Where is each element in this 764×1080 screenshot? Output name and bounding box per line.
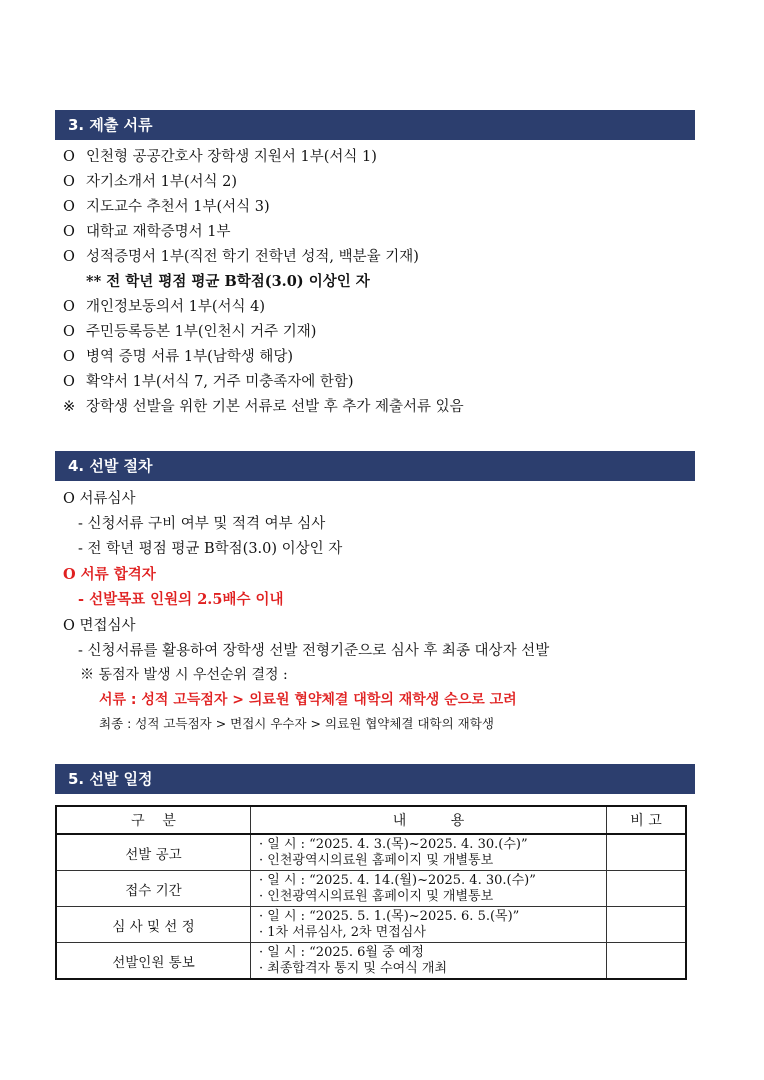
circle-bullet: O bbox=[63, 149, 75, 165]
doc-item-text: 지도교수 추천서 1부(서식 3) bbox=[86, 199, 270, 215]
row-note bbox=[607, 834, 687, 871]
section-3-header: 3. 제출 서류 bbox=[55, 110, 695, 140]
procedure-detail: - 신청서류 구비 여부 및 적격 여부 심사 bbox=[78, 516, 326, 532]
circle-bullet: O bbox=[63, 199, 75, 215]
row-date-line: · 일 시 : “2025. 5. 1.(목)~2025. 6. 5.(목)” bbox=[259, 908, 520, 924]
row-note bbox=[607, 943, 687, 980]
doc-item bbox=[63, 222, 231, 242]
doc-item bbox=[63, 397, 464, 417]
procedure-detail: - 신청서류를 활용하여 장학생 선발 전형기준으로 심사 후 최종 대상자 선발 bbox=[78, 643, 550, 659]
row-date-line: · 일 시 : “2025. 4. 3.(목)~2025. 4. 30.(수)” bbox=[259, 836, 528, 852]
row-note bbox=[607, 871, 687, 907]
header-content: 내 용 bbox=[251, 806, 607, 834]
doc-item-text: 병역 증명 서류 1부(남학생 해당) bbox=[86, 349, 294, 365]
row-content bbox=[251, 871, 607, 907]
section-5-header: 5. 선발 일정 bbox=[55, 764, 695, 794]
doc-item bbox=[63, 372, 354, 392]
tie-break-note: ※ 동점자 발생 시 우선순위 결정 : bbox=[80, 667, 288, 683]
row-detail-line: · 인천광역시의료원 홈페이지 및 개별통보 bbox=[259, 852, 494, 868]
table-row bbox=[56, 834, 686, 871]
circle-bullet: O bbox=[63, 174, 75, 190]
row-content bbox=[251, 907, 607, 943]
schedule-table bbox=[55, 805, 687, 980]
circle-bullet: O bbox=[63, 374, 75, 390]
row-category: 접수 기간 bbox=[56, 871, 251, 907]
circle-bullet: O bbox=[63, 324, 75, 340]
row-date-line: · 일 시 : “2025. 4. 14.(월)~2025. 4. 30.(수)” bbox=[259, 872, 536, 888]
circle-bullet: O bbox=[63, 224, 75, 240]
doc-item bbox=[63, 197, 270, 217]
doc-item-text: 주민등록등본 1부(인천시 거주 기재) bbox=[86, 324, 317, 340]
section-4-header: 4. 선발 절차 bbox=[55, 451, 695, 481]
circle-bullet: O bbox=[63, 249, 75, 265]
row-category: 선발 공고 bbox=[56, 834, 251, 871]
row-date-line: · 일 시 : “2025. 6월 중 예정 bbox=[259, 944, 424, 960]
row-detail-line: · 최종합격자 통지 및 수여식 개최 bbox=[259, 960, 448, 976]
header-note: 비 고 bbox=[607, 806, 687, 834]
circle-bullet: O bbox=[63, 299, 75, 315]
tie-break-final: 최종 : 성적 고득점자 > 면접시 우수자 > 의료원 협약체결 대학의 재학생 bbox=[99, 716, 494, 731]
doc-item-text: 확약서 1부(서식 7, 거주 미충족자에 한함) bbox=[86, 374, 354, 390]
table-row bbox=[56, 907, 686, 943]
circle-bullet: O bbox=[63, 349, 75, 365]
doc-item bbox=[63, 347, 293, 367]
doc-item-text: 대학교 재학증명서 1부 bbox=[86, 224, 231, 240]
doc-item-text: 성적증명서 1부(직전 학기 전학년 성적, 백분율 기재) bbox=[86, 249, 419, 265]
grade-requirement-text: ** 전 학년 평점 평균 B학점(3.0) 이상인 자 bbox=[86, 273, 370, 290]
table-row bbox=[56, 943, 686, 980]
doc-item bbox=[63, 297, 265, 317]
row-detail-line: · 인천광역시의료원 홈페이지 및 개별통보 bbox=[259, 888, 494, 904]
reference-mark: ※ bbox=[63, 399, 76, 415]
doc-item-text: 인천형 공공간호사 장학생 지원서 1부(서식 1) bbox=[86, 149, 377, 165]
doc-item-text: 자기소개서 1부(서식 2) bbox=[86, 174, 238, 190]
doc-item bbox=[63, 322, 316, 342]
header-category: 구 분 bbox=[56, 806, 251, 834]
table-row bbox=[56, 871, 686, 907]
doc-item bbox=[63, 147, 377, 167]
row-detail-line: · 1차 서류심사, 2차 면접심사 bbox=[259, 924, 426, 940]
procedure-detail: - 전 학년 평점 평균 B학점(3.0) 이상인 자 bbox=[78, 541, 343, 557]
table-header-row bbox=[56, 806, 686, 834]
doc-item-text: 개인정보동의서 1부(서식 4) bbox=[86, 299, 266, 315]
procedure-step: O 서류심사 bbox=[63, 491, 136, 507]
procedure-step: O 면접심사 bbox=[63, 618, 136, 634]
row-category: 선발인원 통보 bbox=[56, 943, 251, 980]
doc-item-note bbox=[86, 272, 370, 292]
row-category: 심 사 및 선 정 bbox=[56, 907, 251, 943]
row-content bbox=[251, 943, 607, 980]
tie-break-documents: 서류 : 성적 고득점자 > 의료원 협약체결 대학의 재학생 순으로 고려 bbox=[99, 692, 517, 708]
procedure-detail-highlight: - 선발목표 인원의 2.5배수 이내 bbox=[78, 591, 284, 608]
doc-item-text: 장학생 선발을 위한 기본 서류로 선발 후 추가 제출서류 있음 bbox=[86, 399, 464, 415]
doc-item bbox=[63, 247, 419, 267]
procedure-step-highlight: O 서류 합격자 bbox=[63, 566, 156, 583]
row-content bbox=[251, 834, 607, 871]
row-note bbox=[607, 907, 687, 943]
doc-item bbox=[63, 172, 237, 192]
